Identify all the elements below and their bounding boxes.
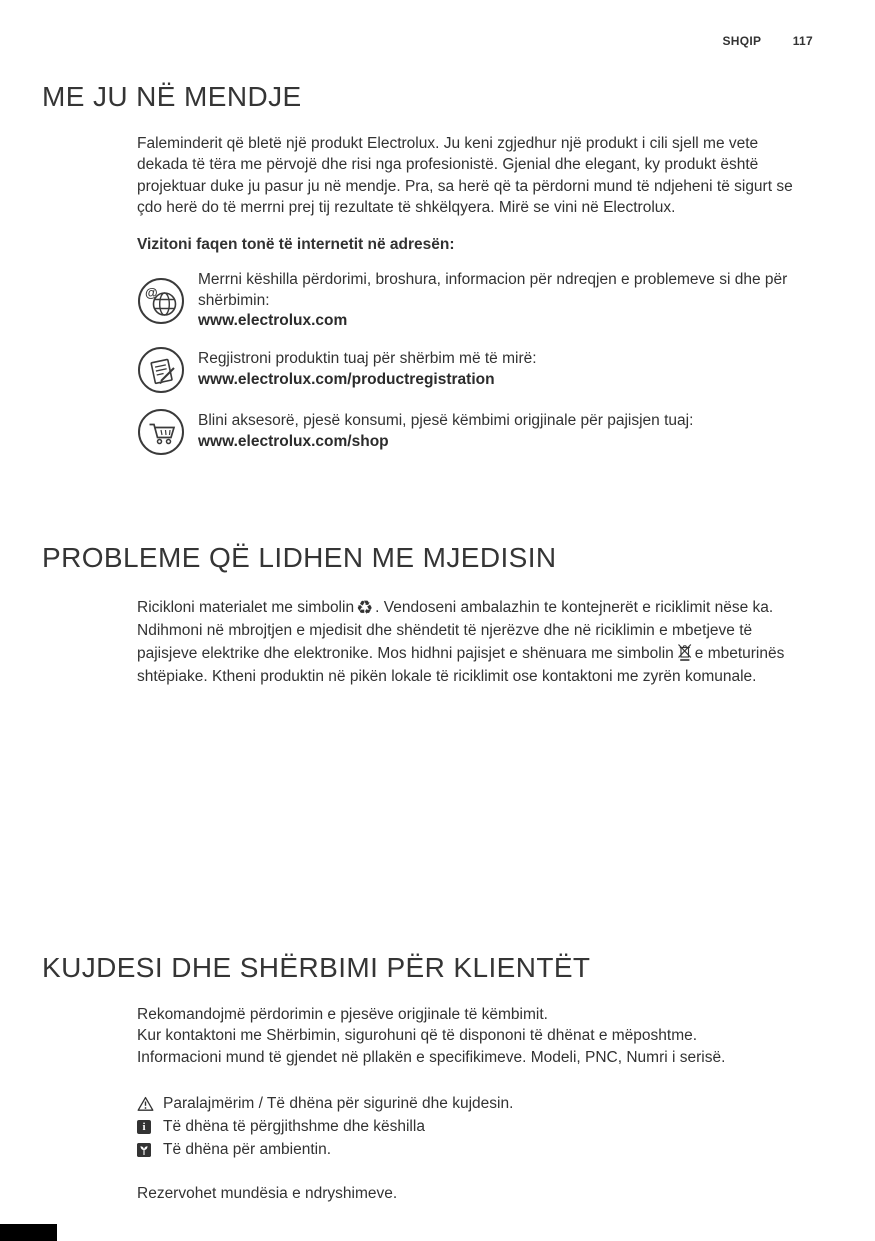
print-mark [0, 1224, 57, 1241]
language-label: SHQIP [722, 34, 762, 48]
section-body [137, 596, 809, 688]
link-description: Regjistroni produktin tuaj për shërbim më të mirë: [198, 350, 537, 368]
crossed-out-bin-icon [677, 642, 692, 662]
link-description-block [198, 411, 693, 452]
info-icon: i [137, 1120, 157, 1134]
service-line: Rekomandojmë përdorimin e pjesëve origjinale të këmbimit. [137, 1005, 548, 1023]
section-customer-care [42, 953, 834, 1203]
visit-website-line: Vizitoni faqen tonë të internetit në adresën: [137, 235, 455, 253]
link-row-shop [137, 408, 809, 456]
section-heading: ME JU NË MENDJE [42, 81, 302, 112]
section-we-think-of-you [42, 82, 834, 456]
warning-icon [137, 1096, 157, 1112]
website-links-list [137, 270, 809, 456]
weee-paragraph: Ndihmoni në mbrojtjen e mjedisit dhe shëndetit të njerëzve dhe në riciklimin e mbetjeve të pajisjeve elektrike dhe elektronike. Mos hidhni pajisjet e shënuara me simbolin e mbeturinës shtëpiake. Ktheni produktin në pikën lokale të riciklimit ose kontaktoni me zyrën komunale. [137, 621, 785, 685]
legend-row-environment [137, 1138, 809, 1161]
legend-text: Paralajmërim / Të dhëna për sigurinë dhe kujdesin. [163, 1095, 514, 1113]
link-row-registration [137, 346, 809, 394]
symbol-legend [137, 1092, 809, 1161]
link-row-service [137, 270, 809, 332]
service-info-lines [137, 1004, 809, 1069]
link-description-block [198, 349, 537, 390]
subject-to-change-note: Rezervohet mundësia e ndryshimeve. [137, 1185, 398, 1203]
section-body [137, 1004, 809, 1204]
section-heading: KUJDESI DHE SHËRBIMI PËR KLIENTËT [42, 952, 591, 983]
intro-paragraph: Faleminderit që bletë një produkt Electrolux. Ju keni zgjedhur një produkt i cili sjell me vete dekada të tëra me përvojë dhe risi nga profesionistë. Gjenial dhe elegant, ky produkt është projektuar duke ju pasur ju në mendje. Pra, sa herë që ta përdorni mund të ndjeheni të sigurt se çdo herë do të merrni prej tij rezultate të shkëlqyera. Mirë se vini në Electrolux. [137, 134, 793, 217]
environment-icon [137, 1143, 157, 1157]
link-description: Merrni këshilla përdorimi, broshura, informacion për ndreqjen e problemeve si dhe për shërbimin: [198, 271, 788, 309]
product-registration-icon [137, 346, 185, 394]
section-environment [42, 543, 834, 688]
page-header [722, 34, 813, 48]
shop-url[interactable]: www.electrolux.com/shop [198, 432, 389, 450]
registration-url[interactable]: www.electrolux.com/productregistration [198, 370, 495, 388]
legend-row-info [137, 1115, 809, 1138]
shopping-cart-icon [137, 408, 185, 456]
section-heading: PROBLEME QË LIDHEN ME MJEDISIN [42, 542, 557, 573]
recycling-symbol-icon: ♻ [356, 597, 374, 619]
legend-row-warning [137, 1092, 809, 1115]
electrolux-url[interactable]: www.electrolux.com [198, 312, 348, 330]
legend-text: Të dhëna të përgjithshme dhe këshilla [163, 1118, 425, 1136]
link-description-block [198, 270, 806, 332]
recycle-paragraph: Ricikloni materialet me simbolin ♻ . Vendoseni ambalazhin te kontejnerët e riciklimit nëse ka. [137, 597, 774, 619]
globe-at-icon [137, 277, 185, 325]
section-body [137, 133, 809, 456]
service-line: Informacioni mund të gjendet në pllakën e specifikimeve. Modeli, PNC, Numri i serisë. [137, 1048, 726, 1066]
service-line: Kur kontaktoni me Shërbimin, sigurohuni që të dispononi të dhënat e mëposhtme. [137, 1027, 698, 1045]
svg-text:@: @ [145, 285, 158, 301]
page-number: 117 [792, 34, 813, 48]
link-description: Blini aksesorë, pjesë konsumi, pjesë këmbimi origjinale për pajisjen tuaj: [198, 412, 694, 430]
legend-text: Të dhëna për ambientin. [163, 1141, 332, 1159]
